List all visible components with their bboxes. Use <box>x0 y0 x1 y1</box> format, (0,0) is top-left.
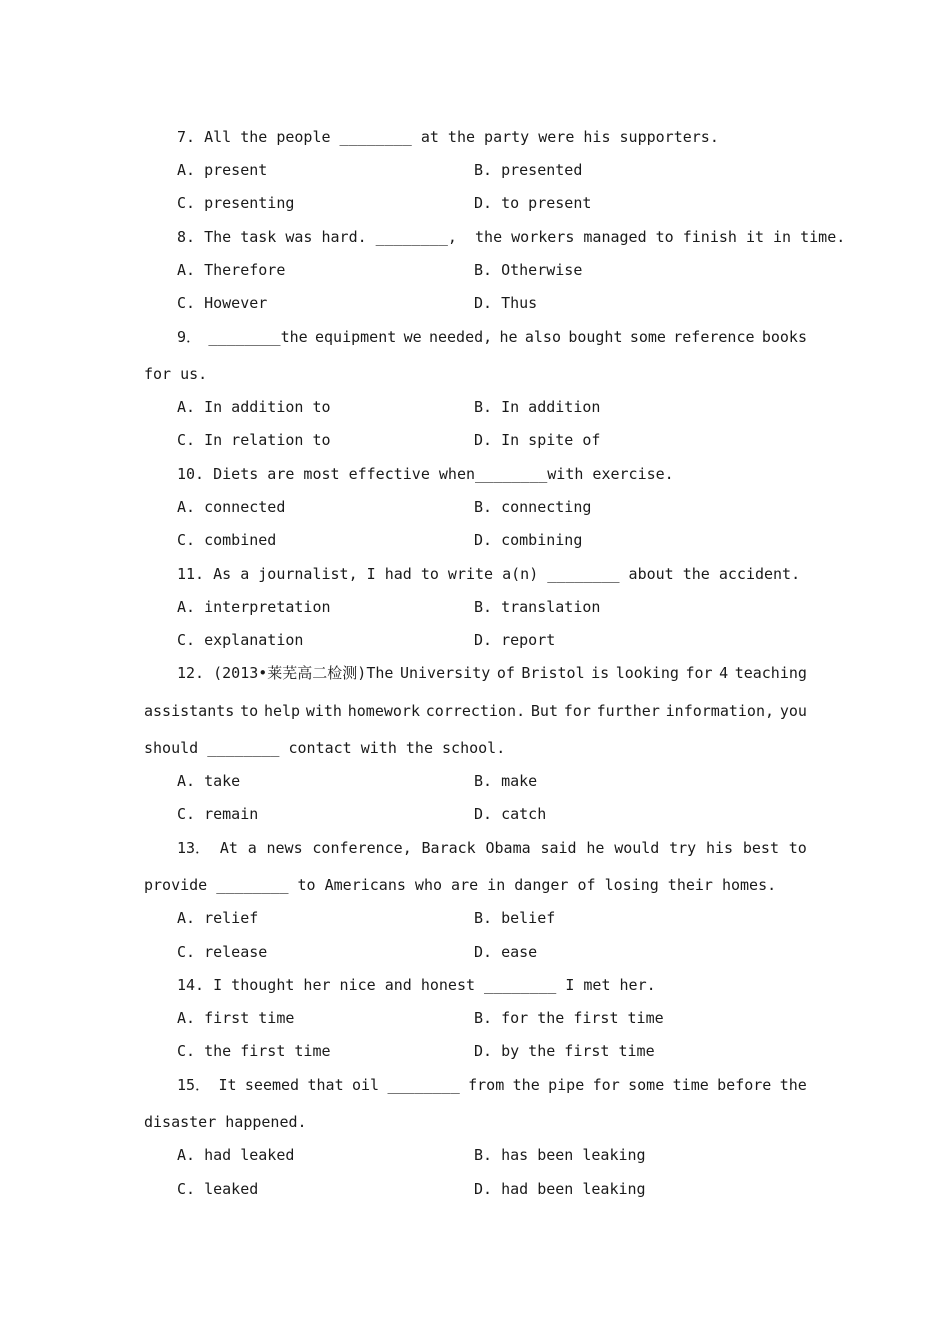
stem-word: University <box>399 664 491 682</box>
question-7-option-c: C. presenting <box>177 194 295 212</box>
stem-word: try <box>669 839 697 857</box>
question-13-option-b: B. belief <box>474 909 556 927</box>
stem-word: would <box>614 839 660 857</box>
question-14-stem: 14. I thought her nice and honest ________ I met her. <box>177 976 656 994</box>
stem-word: help <box>263 702 301 720</box>
question-11-option-d: D. report <box>474 631 556 649</box>
question-10-option-c: C. combined <box>177 531 277 549</box>
question-11-option-b: B. translation <box>474 598 601 616</box>
stem-word: pipe <box>548 1076 585 1094</box>
question-10-option-d: D. combining <box>474 531 583 549</box>
question-7-option-b: B. presented <box>474 161 583 179</box>
question-14-option-c: C. the first time <box>177 1042 331 1060</box>
stem-word: you <box>779 702 807 720</box>
stem-word: we <box>403 328 422 346</box>
question-11-option-a: A. interpretation <box>177 598 331 616</box>
stem-word: equipment <box>315 328 397 346</box>
stem-word: Bristol <box>521 664 585 682</box>
stem-word: 15． <box>177 1076 211 1094</box>
question-9-stem <box>177 328 807 346</box>
question-12-option-c: C. remain <box>177 805 259 823</box>
question-7-option-d: D. to present <box>474 194 592 212</box>
question-12-stem-continued-2: should ________ contact with the school. <box>144 739 506 757</box>
question-15-stem <box>177 1076 807 1094</box>
stem-word: some <box>629 328 666 346</box>
stem-word: the <box>512 1076 540 1094</box>
question-8-option-b: B. Otherwise <box>474 261 583 279</box>
question-10-option-b: B. connecting <box>474 498 592 516</box>
stem-word: before <box>717 1076 772 1094</box>
stem-word: 12. (2013•莱芜高二检测)The <box>177 664 394 682</box>
question-13-option-c: C. release <box>177 943 268 961</box>
question-9-option-b: B. In addition <box>474 398 601 416</box>
question-14-option-a: A. first time <box>177 1009 295 1027</box>
question-15-option-a: A. had leaked <box>177 1146 295 1164</box>
stem-word: from <box>468 1076 505 1094</box>
stem-word: Obama <box>485 839 531 857</box>
stem-word: information, <box>665 702 775 720</box>
question-15-option-d: D. had been leaking <box>474 1180 646 1198</box>
question-14-option-b: B. for the first time <box>474 1009 664 1027</box>
stem-word: further <box>596 702 660 720</box>
stem-word: for <box>592 1076 620 1094</box>
question-10-stem: 10. Diets are most effective when________with exercise. <box>177 465 674 483</box>
question-12-stem-continued <box>144 702 807 720</box>
question-7-stem: 7. All the people ________ at the party were his supporters. <box>177 128 719 146</box>
question-11-stem: 11. As a journalist, I had to write a(n) ________ about the accident. <box>177 565 801 583</box>
stem-word: It <box>218 1076 237 1094</box>
question-15-stem-continued: disaster happened. <box>144 1113 307 1131</box>
question-9-option-c: C. In relation to <box>177 431 331 449</box>
stem-word: the <box>779 1076 807 1094</box>
stem-word: for <box>563 702 591 720</box>
question-7-option-a: A. present <box>177 161 268 179</box>
stem-word: looking <box>615 664 679 682</box>
stem-word: seemed <box>244 1076 300 1094</box>
stem-word: ________the <box>208 328 308 346</box>
question-9-option-d: D. In spite of <box>474 431 601 449</box>
question-15-option-c: C. leaked <box>177 1180 259 1198</box>
stem-word: books <box>761 328 807 346</box>
stem-word: reference <box>673 328 755 346</box>
stem-word: of <box>496 664 515 682</box>
question-10-option-a: A. connected <box>177 498 286 516</box>
stem-word: his <box>706 839 734 857</box>
question-12-option-d: D. catch <box>474 805 547 823</box>
question-13-stem <box>177 839 807 857</box>
stem-word: best <box>742 839 779 857</box>
stem-word: to <box>788 839 807 857</box>
stem-word: teaching <box>734 664 807 682</box>
question-9-stem-continued: for us. <box>144 365 208 383</box>
question-12-option-a: A. take <box>177 772 241 790</box>
question-14-option-d: D. by the first time <box>474 1042 655 1060</box>
question-11-option-c: C. explanation <box>177 631 304 649</box>
question-8-option-d: D. Thus <box>474 294 538 312</box>
stem-word: ________ <box>387 1076 460 1094</box>
question-8-stem: 8. The task was hard. ________, the workers managed to finish it in time. <box>177 228 846 246</box>
question-15-option-b: B. has been leaking <box>474 1146 646 1164</box>
question-13-stem-continued: provide ________ to Americans who are in danger of losing their homes. <box>144 876 777 894</box>
stem-word: time <box>672 1076 709 1094</box>
stem-word: with <box>305 702 342 720</box>
question-12-option-b: B. make <box>474 772 538 790</box>
stem-word: a <box>247 839 257 857</box>
stem-word: news <box>266 839 303 857</box>
question-8-option-a: A. Therefore <box>177 261 286 279</box>
stem-word: 9． <box>177 328 202 346</box>
question-8-option-c: C. However <box>177 294 268 312</box>
question-13-option-a: A. relief <box>177 909 259 927</box>
stem-word: homework <box>347 702 420 720</box>
question-12-stem <box>177 664 807 682</box>
stem-word: assistants <box>144 702 235 720</box>
stem-word: bought <box>568 328 623 346</box>
stem-word: is <box>591 664 610 682</box>
stem-word: that <box>307 1076 344 1094</box>
stem-word: 4 <box>719 664 729 682</box>
stem-word: also <box>524 328 561 346</box>
stem-word: needed, <box>428 328 493 346</box>
stem-word: he <box>499 328 518 346</box>
stem-word: said <box>540 839 577 857</box>
stem-word: some <box>628 1076 665 1094</box>
stem-word: Barack <box>421 839 476 857</box>
question-9-option-a: A. In addition to <box>177 398 331 416</box>
stem-word: oil <box>352 1076 380 1094</box>
question-13-option-d: D. ease <box>474 943 538 961</box>
stem-word: 13． <box>177 839 211 857</box>
stem-word: conference, <box>312 839 412 857</box>
stem-word: At <box>219 839 238 857</box>
stem-word: to <box>240 702 259 720</box>
stem-word: he <box>586 839 605 857</box>
stem-word: But <box>530 702 558 720</box>
stem-word: correction. <box>425 702 526 720</box>
stem-word: for <box>685 664 713 682</box>
